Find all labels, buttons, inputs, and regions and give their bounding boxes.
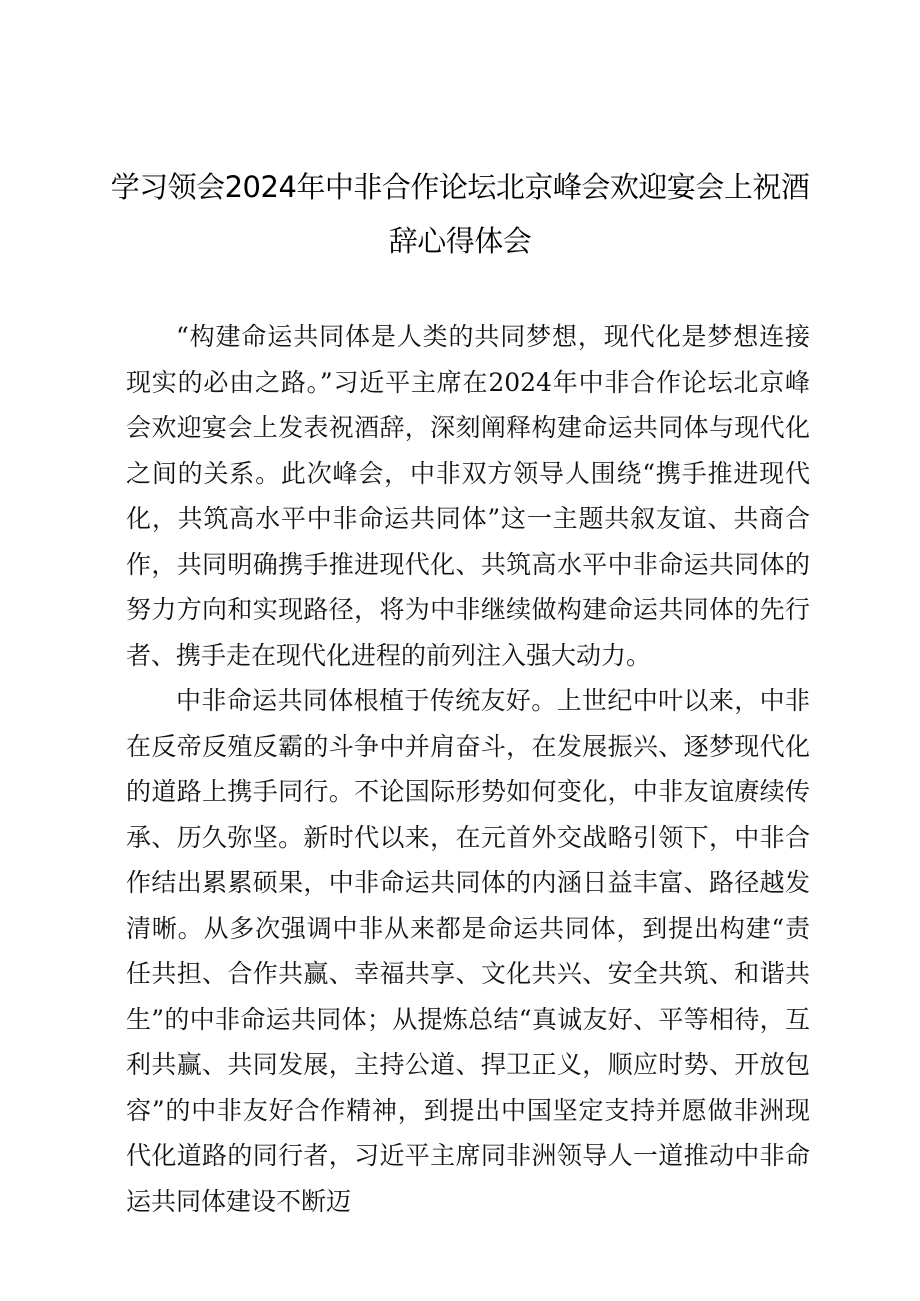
paragraph-2: 中非命运共同体根植于传统友好。上世纪中叶以来，中非在反帝反殖反霸的斗争中并肩奋斗，在发展振兴、逐梦现代化的道路上携手同行。不论国际形势如何变化，中非友谊赓续传承、历久弥坚。新时代以来，在元首外交战略引领下，中非合作结出累累硕果，中非命运共同体的内涵日益丰富、路径越发清晰。从多次强调中非从来都是命运共同体，到提出构建“责任共担、合作共赢、幸福共享、文化共兴、安全共筑、和谐共生”的中非命运共同体；从提炼总结“真诚友好、平等相待，互利共赢、共同发展，主持公道、捍卫正义，顺应时势、开放包容”的中非友好合作精神，到提出中国坚定支持并愿做非洲现代化道路的同行者，习近平主席同非洲领导人一道推动中非命运共同体建设不断迈 xyxy=(126,686,810,1216)
paragraph-1: “构建命运共同体是人类的共同梦想，现代化是梦想连接现实的必由之路。”习近平主席在2024年中非合作论坛北京峰会欢迎宴会上发表祝酒辞，深刻阐释构建命运共同体与现代化之间的关系。此次峰会，中非双方领导人围绕“携手推进现代化，共筑高水平中非命运共同体”这一主题共叙友谊、共商合作，共同明确携手推进现代化、共筑高水平中非命运共同体的努力方向和实现路径，将为中非继续做构建命运共同体的先行者、携手走在现代化进程的前列注入强大动力。 xyxy=(126,322,810,670)
title-line-1: 学习领会2024年中非合作论坛北京峰会欢迎宴会上祝酒 xyxy=(110,170,810,204)
document-title xyxy=(100,160,820,268)
title-line-2: 辞心得体会 xyxy=(388,224,532,258)
document-body xyxy=(126,314,810,1224)
